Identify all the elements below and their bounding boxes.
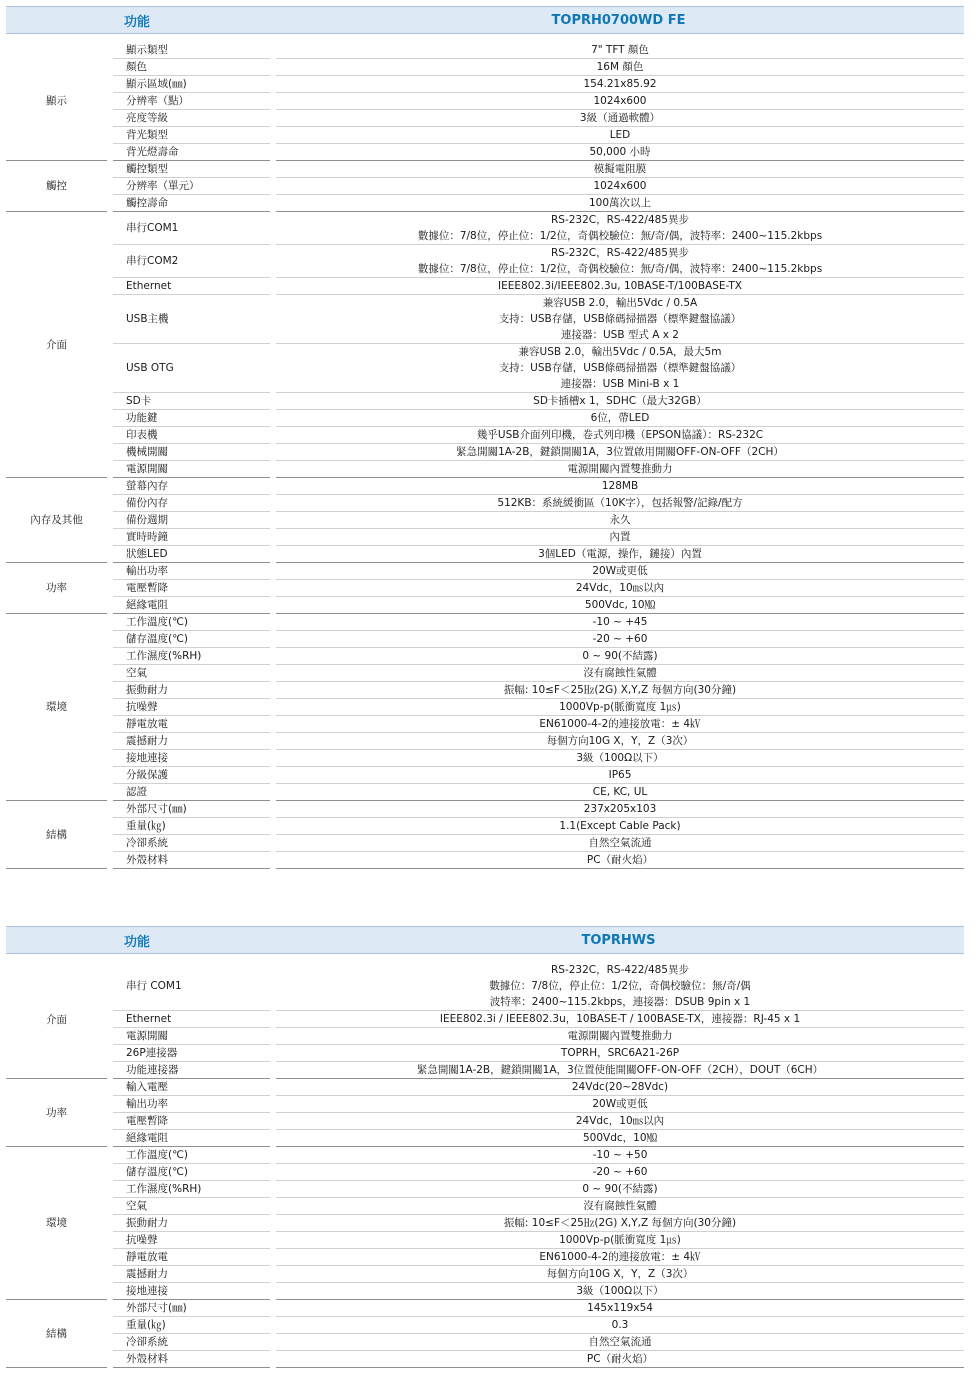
value-line: PC（耐火焰） [586, 854, 654, 866]
feature-label: 認證 [110, 784, 273, 801]
feature-label: 觸控類型 [110, 161, 273, 178]
feature-value [273, 1045, 964, 1062]
value-line: 數據位：7/8位，停止位：1/2位，奇偶校驗位：無/奇/偶 [489, 980, 751, 992]
feature-label: 絕緣電阻 [110, 597, 273, 614]
spec-body [6, 962, 964, 1368]
value-line: 支持：USB存儲，USB條碼掃描器（標準鍵盤協議） [498, 362, 742, 374]
feature-label: 串行COM2 [110, 245, 273, 278]
value-line: 兼容USB 2.0，輸出5Vdc / 0.5A [542, 297, 698, 309]
value-line: 500Vdc, 10㏁ [584, 599, 656, 611]
feature-value [273, 178, 964, 195]
feature-label: 功能連接器 [110, 1062, 273, 1079]
value-line: 緊急開關1A-2B，鍵鎖開關1A，3位置使能開關OFF-ON-OFF（2CH），DOUT（6CH） [416, 1064, 824, 1076]
feature-label: 電壓暫降 [110, 1113, 273, 1130]
feature-label: USB OTG [110, 344, 273, 393]
value-line: 數據位：7/8位，停止位：1/2位，奇偶校驗位：無/奇/偶，波特率：2400~115.2kbps [417, 263, 823, 275]
value-line: CE, KC, UL [592, 786, 648, 798]
value-line: 237x205x103 [583, 803, 657, 815]
feature-label: 振動耐力 [110, 682, 273, 699]
feature-value [273, 1079, 964, 1096]
value-line: IEEE802.3i/IEEE802.3u, 10BASE-T/100BASE-TX [498, 280, 742, 292]
value-line: 連接器：USB Mini-B x 1 [560, 378, 680, 390]
feature-label: 震撼耐力 [110, 1266, 273, 1283]
feature-value [273, 563, 964, 580]
value-line: 145x119x54 [587, 1302, 653, 1314]
value-line: 緊急開關1A-2B，鍵鎖開關1A，3位置啟用開關OFF-ON-OFF（2CH） [456, 446, 784, 458]
spec-row [6, 1351, 964, 1368]
value-line: 1024x600 [593, 95, 647, 107]
value-line: 振幅: 10≤F＜25㎐(2G) X,Y,Z 每個方向(30分鐘) [503, 684, 737, 696]
value-line: 154.21x85.92 [583, 78, 657, 90]
value-line: 24Vdc，10㎳以內 [575, 1115, 665, 1127]
spec-row [6, 1300, 964, 1317]
spec-row [6, 461, 964, 478]
spec-row [6, 597, 964, 614]
value-line: 沒有腐蝕性氣體 [583, 667, 657, 679]
feature-value [273, 1011, 964, 1028]
feature-value [273, 1317, 964, 1334]
feature-value [273, 1113, 964, 1130]
spec-row [6, 1028, 964, 1045]
feature-label: 分級保護 [110, 767, 273, 784]
feature-value [273, 444, 964, 461]
feature-label: 螢幕內存 [110, 478, 273, 495]
feature-label: 外部尺寸(㎜) [110, 801, 273, 818]
spec-row [6, 529, 964, 546]
feature-value [273, 245, 964, 278]
feature-value [273, 835, 964, 852]
feature-label: 抗噪聲 [110, 1232, 273, 1249]
spec-row [6, 614, 964, 631]
value-line: 512KB：系統緩衝區（10K字），包括報警/記錄/配方 [497, 497, 743, 509]
value-line: IP65 [608, 769, 632, 781]
spec-row [6, 1317, 964, 1334]
feature-value [273, 1334, 964, 1351]
spec-row [6, 245, 964, 278]
value-line: 1024x600 [593, 180, 647, 192]
spec-row [6, 631, 964, 648]
table-header [6, 927, 964, 954]
value-line: LED [609, 129, 631, 141]
feature-value [273, 818, 964, 835]
value-line: 1.1(Except Cable Pack) [559, 820, 681, 832]
value-line: 3級（100Ω以下） [576, 752, 664, 764]
value-line: EN61000-4-2的連接放電：± 4㎸ [539, 718, 701, 730]
value-line: 1000Vp-p(脈衝寬度 1㎲) [559, 701, 681, 713]
value-line: 幾乎USB介面列印機，卷式列印機（EPSON協議）：RS-232C [476, 429, 764, 441]
category-cell: 介面 [6, 962, 110, 1079]
spec-row [6, 127, 964, 144]
feature-value [273, 93, 964, 110]
feature-label: 絕緣電阻 [110, 1130, 273, 1147]
value-line: 6位，帶LED [590, 412, 650, 424]
feature-label: 電源開關 [110, 461, 273, 478]
feature-value [273, 631, 964, 648]
spec-row [6, 852, 964, 869]
feature-value [273, 1232, 964, 1249]
feature-value [273, 127, 964, 144]
value-line: 支持：USB存儲，USB條碼掃描器（標準鍵盤協議） [498, 313, 742, 325]
feature-value [273, 648, 964, 665]
feature-value [273, 427, 964, 444]
feature-label: 顯示區域(㎜) [110, 76, 273, 93]
value-line: 電源開關內置雙推動力 [567, 1030, 673, 1042]
spec-row [6, 716, 964, 733]
feature-label: 串行COM1 [110, 212, 273, 245]
category-cell: 顯示 [6, 42, 110, 161]
feature-label: 電壓暫降 [110, 580, 273, 597]
spec-row [6, 1130, 964, 1147]
feature-value [273, 852, 964, 869]
value-line: RS-232C，RS-422/485異步 [551, 247, 689, 259]
spec-row [6, 195, 964, 212]
feature-value [273, 461, 964, 478]
feature-value [273, 1181, 964, 1198]
value-line: 振幅: 10≤F＜25㎐(2G) X,Y,Z 每個方向(30分鐘) [503, 1217, 737, 1229]
feature-value [273, 344, 964, 393]
value-line: TOPRH，SRC6A21-26P [560, 1047, 680, 1059]
header-blank [6, 7, 110, 34]
feature-value [273, 529, 964, 546]
value-line: -10 ~ +50 [592, 1149, 648, 1161]
feature-label: 振動耐力 [110, 1215, 273, 1232]
feature-label: 輸出功率 [110, 563, 273, 580]
value-line: 128MB [601, 480, 639, 492]
spec-row [6, 1062, 964, 1079]
feature-label: 接地連接 [110, 750, 273, 767]
value-line: 20W或更低 [592, 565, 648, 577]
feature-label: 工作濕度(%RH) [110, 1181, 273, 1198]
spec-row [6, 1249, 964, 1266]
value-line: 波特率：2400~115.2kbps，連接器：DSUB 9pin x 1 [489, 996, 751, 1008]
value-line: 0.3 [611, 1319, 629, 1331]
spec-row [6, 344, 964, 393]
feature-value [273, 767, 964, 784]
feature-label: 26P連接器 [110, 1045, 273, 1062]
feature-value [273, 1147, 964, 1164]
feature-value [273, 1130, 964, 1147]
spec-row [6, 1164, 964, 1181]
feature-label: SD卡 [110, 393, 273, 410]
value-line: 數據位：7/8位，停止位：1/2位，奇偶校驗位：無/奇/偶，波特率：2400~115.2kbps [417, 230, 823, 242]
spec-row [6, 546, 964, 563]
feature-label: 空氣 [110, 665, 273, 682]
spec-row [6, 665, 964, 682]
feature-label: 工作溫度(℃) [110, 1147, 273, 1164]
feature-value [273, 76, 964, 93]
spec-row [6, 1232, 964, 1249]
feature-value [273, 1062, 964, 1079]
spec-row [6, 1198, 964, 1215]
spec-row [6, 212, 964, 245]
feature-label: 外殼材料 [110, 1351, 273, 1368]
spec-table-toprhws [6, 926, 964, 1368]
feature-label: 靜電放電 [110, 1249, 273, 1266]
value-line: 24Vdc(20~28Vdc) [571, 1081, 669, 1093]
feature-label: 機械開關 [110, 444, 273, 461]
feature-label: 冷卻系統 [110, 835, 273, 852]
feature-value [273, 410, 964, 427]
value-line: 3級（100Ω以下） [576, 1285, 664, 1297]
spec-row [6, 512, 964, 529]
feature-label: 輸出功率 [110, 1096, 273, 1113]
category-cell: 結構 [6, 801, 110, 869]
feature-value [273, 1096, 964, 1113]
value-line: -20 ~ +60 [592, 633, 648, 645]
value-line: 16M 顏色 [596, 61, 644, 73]
feature-value [273, 733, 964, 750]
feature-label: 分辨率（點） [110, 93, 273, 110]
feature-value [273, 580, 964, 597]
feature-value [273, 614, 964, 631]
feature-value [273, 512, 964, 529]
spec-table-toprh0700wd-fe [6, 6, 964, 869]
spec-row [6, 699, 964, 716]
spec-row [6, 42, 964, 59]
feature-value [273, 1266, 964, 1283]
value-line: PC（耐火焰） [586, 1353, 654, 1365]
feature-value [273, 495, 964, 512]
spec-row [6, 1334, 964, 1351]
spec-row [6, 478, 964, 495]
value-line: 內置 [609, 531, 631, 543]
feature-label: 重量(㎏) [110, 818, 273, 835]
spec-row [6, 835, 964, 852]
value-line: IEEE802.3i / IEEE802.3u，10BASE-T / 100BASE-TX，連接器：RJ-45 x 1 [439, 1013, 801, 1025]
feature-label: 電源開關 [110, 1028, 273, 1045]
feature-value [273, 750, 964, 767]
spec-body [6, 42, 964, 869]
category-cell: 功率 [6, 563, 110, 614]
spec-row [6, 93, 964, 110]
spec-row [6, 733, 964, 750]
feature-value [273, 784, 964, 801]
feature-label: 實時時鐘 [110, 529, 273, 546]
spec-row [6, 818, 964, 835]
feature-value [273, 478, 964, 495]
feature-label: 顯示類型 [110, 42, 273, 59]
spec-row [6, 750, 964, 767]
spec-row [6, 144, 964, 161]
feature-value [273, 699, 964, 716]
feature-label: 靜電放電 [110, 716, 273, 733]
value-line: 自然空氣流通 [588, 1336, 652, 1348]
spec-row [6, 444, 964, 461]
spec-row [6, 1045, 964, 1062]
category-cell: 觸控 [6, 161, 110, 212]
spec-row [6, 427, 964, 444]
feature-value [273, 801, 964, 818]
category-cell: 介面 [6, 212, 110, 478]
feature-label: 串行 COM1 [110, 962, 273, 1011]
spec-row [6, 962, 964, 1011]
feature-label: 儲存溫度(℃) [110, 1164, 273, 1181]
feature-value [273, 42, 964, 59]
feature-value [273, 1351, 964, 1368]
feature-label: 外殼材料 [110, 852, 273, 869]
feature-value [273, 161, 964, 178]
value-line: 兼容USB 2.0，輸出5Vdc / 0.5A，最大5m [518, 346, 722, 358]
category-cell: 環境 [6, 1147, 110, 1300]
feature-label: 背光燈壽命 [110, 144, 273, 161]
spec-row [6, 1096, 964, 1113]
spec-row [6, 648, 964, 665]
feature-value [273, 682, 964, 699]
value-line: 每個方向10G X，Y，Z（3次） [546, 1268, 694, 1280]
feature-value [273, 110, 964, 127]
feature-label: 儲存溫度(℃) [110, 631, 273, 648]
table-header [6, 7, 964, 34]
value-line: 0 ~ 90(不結露) [582, 650, 658, 662]
feature-value [273, 278, 964, 295]
value-line: 50,000 小時 [589, 146, 651, 158]
spec-row [6, 1011, 964, 1028]
spec-row [6, 784, 964, 801]
spec-row [6, 161, 964, 178]
value-line: 0 ~ 90(不結露) [582, 1183, 658, 1195]
feature-value [273, 962, 964, 1011]
category-cell: 內存及其他 [6, 478, 110, 563]
feature-value [273, 1283, 964, 1300]
spec-row [6, 110, 964, 127]
spec-row [6, 1113, 964, 1130]
feature-label: 備份內存 [110, 495, 273, 512]
spec-row [6, 1283, 964, 1300]
feature-value [273, 546, 964, 563]
spec-row [6, 801, 964, 818]
value-line: 每個方向10G X，Y，Z（3次） [546, 735, 694, 747]
spec-row [6, 1079, 964, 1096]
feature-label: Ethernet [110, 1011, 273, 1028]
value-line: 1000Vp-p(脈衝寬度 1㎲) [559, 1234, 681, 1246]
value-line: 自然空氣流通 [588, 837, 652, 849]
spec-row [6, 767, 964, 784]
spec-row [6, 1147, 964, 1164]
feature-value [273, 393, 964, 410]
feature-value [273, 597, 964, 614]
feature-label: 顏色 [110, 59, 273, 76]
header-model: TOPRHWS [273, 927, 964, 954]
value-line: 20W或更低 [592, 1098, 648, 1110]
feature-label: 工作溫度(℃) [110, 614, 273, 631]
spec-row [6, 682, 964, 699]
feature-value [273, 665, 964, 682]
feature-value [273, 1249, 964, 1266]
spec-row [6, 563, 964, 580]
spec-row [6, 278, 964, 295]
header-blank [6, 927, 110, 954]
category-cell: 功率 [6, 1079, 110, 1147]
spec-row [6, 76, 964, 93]
feature-label: 背光類型 [110, 127, 273, 144]
feature-label: 觸控壽命 [110, 195, 273, 212]
feature-label: 分辨率（單元） [110, 178, 273, 195]
feature-label: Ethernet [110, 278, 273, 295]
spec-row [6, 1181, 964, 1198]
value-line: RS-232C，RS-422/485異步 [551, 214, 689, 226]
feature-value [273, 295, 964, 344]
value-line: 電源開關內置雙推動力 [567, 463, 673, 475]
feature-label: 重量(㎏) [110, 1317, 273, 1334]
value-line: 500Vdc，10㏁ [582, 1132, 658, 1144]
feature-label: 亮度等級 [110, 110, 273, 127]
feature-value [273, 212, 964, 245]
category-cell: 結構 [6, 1300, 110, 1368]
value-line: -20 ~ +60 [592, 1166, 648, 1178]
feature-label: 印表機 [110, 427, 273, 444]
value-line: 連接器：USB 型式 A x 2 [561, 329, 679, 341]
value-line: 7" TFT 顏色 [591, 44, 649, 56]
value-line: 永久 [609, 514, 631, 526]
header-feature: 功能 [110, 7, 273, 34]
feature-value [273, 1215, 964, 1232]
spec-row [6, 1266, 964, 1283]
header-model: TOPRH0700WD FE [273, 7, 964, 34]
feature-value [273, 144, 964, 161]
feature-value [273, 195, 964, 212]
spec-row [6, 495, 964, 512]
header-feature: 功能 [110, 927, 273, 954]
spec-row [6, 1215, 964, 1232]
feature-label: 空氣 [110, 1198, 273, 1215]
feature-value [273, 1028, 964, 1045]
feature-label: 外部尺寸(㎜) [110, 1300, 273, 1317]
feature-label: 狀態LED [110, 546, 273, 563]
value-line: EN61000-4-2的連接放電：± 4㎸ [539, 1251, 701, 1263]
feature-label: 冷卻系統 [110, 1334, 273, 1351]
value-line: 3個LED（電源，操作，鏈接）內置 [538, 548, 702, 560]
feature-value [273, 1198, 964, 1215]
feature-value [273, 716, 964, 733]
feature-label: 輸入電壓 [110, 1079, 273, 1096]
spec-row [6, 178, 964, 195]
feature-label: 接地連接 [110, 1283, 273, 1300]
value-line: SD卡插槽x 1，SDHC（最大32GB） [533, 395, 707, 407]
feature-label: 工作濕度(%RH) [110, 648, 273, 665]
value-line: -10 ~ +45 [592, 616, 648, 628]
value-line: 沒有腐蝕性氣體 [583, 1200, 657, 1212]
feature-value [273, 59, 964, 76]
value-line: 3級（通過軟體） [579, 112, 661, 124]
spec-row [6, 295, 964, 344]
spec-row [6, 59, 964, 76]
feature-label: 備份週期 [110, 512, 273, 529]
value-line: 24Vdc，10㎳以內 [575, 582, 665, 594]
value-line: 模擬電阻膜 [593, 163, 647, 175]
value-line: 100萬次以上 [588, 197, 652, 209]
category-cell: 環境 [6, 614, 110, 801]
feature-label: 震撼耐力 [110, 733, 273, 750]
spec-row [6, 410, 964, 427]
feature-label: USB主機 [110, 295, 273, 344]
spec-row [6, 393, 964, 410]
spec-row [6, 580, 964, 597]
feature-value [273, 1300, 964, 1317]
feature-label: 抗噪聲 [110, 699, 273, 716]
feature-label: 功能鍵 [110, 410, 273, 427]
value-line: RS-232C，RS-422/485異步 [551, 964, 689, 976]
feature-value [273, 1164, 964, 1181]
